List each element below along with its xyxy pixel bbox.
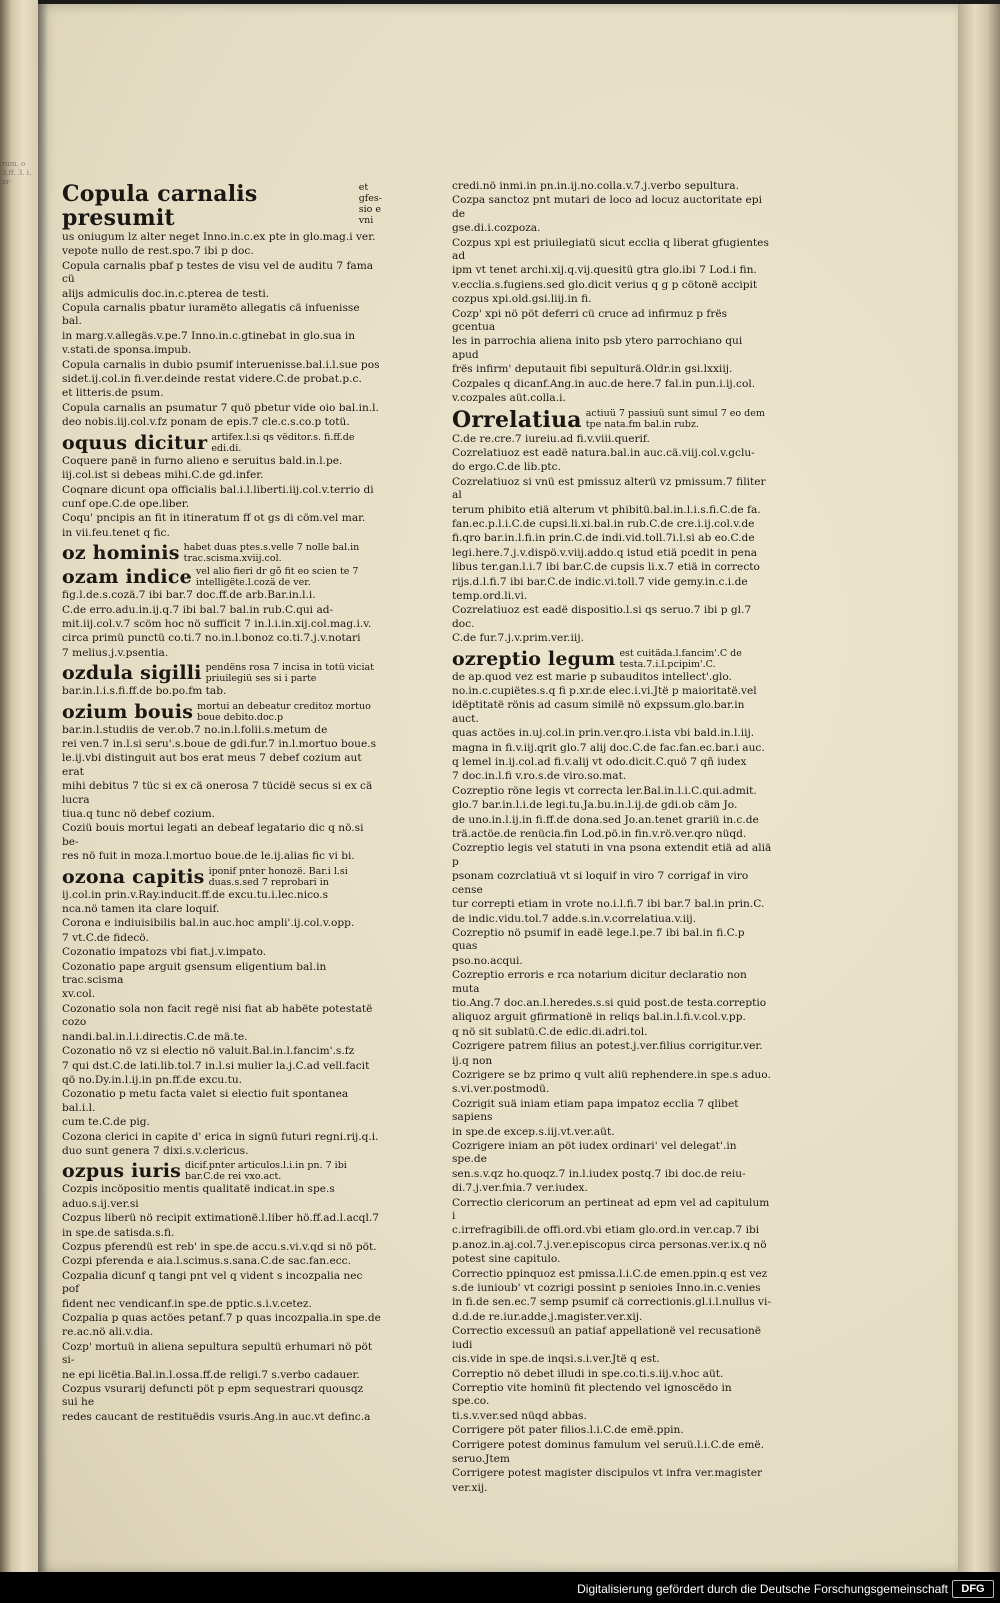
text-line: aduo.s.ij.ver.si bbox=[62, 1197, 139, 1210]
entry-heading bbox=[62, 662, 382, 684]
text-line: Coqnare dicunt opa officialis bal.i.l.liberti.iij.col.v.terrio di bbox=[62, 483, 374, 496]
text-line: bar.in.l.studiis de ver.ob.7 no.in.l.folii.s.metum de bbox=[62, 723, 328, 736]
text-line: p.anoz.in.aj.col.7.j.ver.episcopus circa personas.ver.ix.q nö bbox=[452, 1238, 767, 1251]
text-line: Correptio vite hominü fit plectendo vel ignoscëdo in spe.co. bbox=[452, 1381, 732, 1408]
text-line: Cozpis incöpositio mentis qualitatë indicat.in spe.s bbox=[62, 1183, 335, 1196]
text-line: bar.in.l.i.s.fi.ff.de bo.po.fm tab. bbox=[62, 685, 227, 698]
text-line: 7 doc.in.l.fi v.ro.s.de viro.so.mat. bbox=[452, 770, 627, 783]
text-line: libus ter.gan.l.i.7 ibi bar.C.de cupsis li.x.7 etiä in correcto bbox=[452, 561, 760, 574]
text-line: trä.actöe.de renücia.fin Lod.pö.in fin.v.rö.ver.qro nüqd. bbox=[452, 828, 747, 841]
text-line: temp.ord.li.vi. bbox=[452, 589, 528, 602]
text-line: Cozp' xpi nö pöt deferri cü cruce ad infirmuz p frës gcentua bbox=[452, 307, 728, 334]
text-line: Correctio excessuü an patiaf appellationë vel recusationë iudi bbox=[452, 1325, 762, 1351]
text-line: glo.7 bar.in.l.i.de legi.tu.Ja.bu.in.l.ij.de gdi.ob cäm Jo. bbox=[452, 799, 738, 812]
text-line: quas actöes in.uj.col.in prin.ver.qro.i.ista vbi bald.in.l.iij. bbox=[452, 727, 755, 740]
text-line: Cozona clerici in capite d' erica in signü futuri regni.rij.q.i. bbox=[62, 1130, 379, 1143]
heading-word: oz hominis bbox=[62, 542, 180, 565]
text-line: circa primü punctü co.ti.7 no.in.l.bonoz co.ti.7.j.v.notari bbox=[62, 632, 361, 645]
text-line: Cozrelatiuoz est eadë dispositio.l.si qs seruo.7 ibi p gl.7 doc. bbox=[452, 604, 752, 630]
text-line: Cozonatio sola non facit regë nisi fiat ab habëte potestatë cozo bbox=[62, 1002, 373, 1029]
text-line: fig.l.de.s.cozä.7 ibi bar.7 doc.ff.de arb.Bar.in.l.i. bbox=[62, 589, 316, 602]
entry-heading bbox=[62, 432, 382, 454]
text-line: seruo.Jtem bbox=[452, 1452, 510, 1465]
heading-word: ozreptio legum bbox=[452, 647, 616, 670]
text-line: us oniugum lz alter neget Inno.in.c.ex pte in glo.mag.i ver. bbox=[62, 231, 376, 243]
text-line: redes caucant de restituëdis vsuris.Ang.in auc.vt definc.a bbox=[62, 1410, 371, 1423]
text-line: tiua.q tunc nö debef cozium. bbox=[62, 808, 215, 820]
text-line: cum te.C.de pig. bbox=[62, 1116, 150, 1129]
text-line: ne epi licëtia.Bal.in.l.ossa.ff.de religi.7 s.verbo cadauer. bbox=[62, 1368, 360, 1381]
text-line: v.ecclia.s.fugiens.sed glo.dicit verius q g p cötonë accipit bbox=[452, 278, 758, 291]
text-line: q nö sit sublatü.C.de edic.di.adri.tol. bbox=[452, 1025, 648, 1038]
text-line: in marg.v.allegäs.v.pe.7 Inno.in.c.gtinebat in glo.sua in bbox=[62, 329, 356, 342]
text-line: tur correpti etiam in vrote no.i.l.fi.7 ibi bar.7 bal.in prin.C. bbox=[452, 898, 765, 911]
heading-word: oquus dicitur bbox=[62, 431, 208, 454]
heading-note: est cuitäda.l.fancim'.C de testa.7.i.l.pcipim'.C. bbox=[619, 647, 742, 670]
text-line: Cozonatio p metu facta valet si electio fuit spontanea bal.i.l. bbox=[62, 1088, 349, 1114]
text-line: ipm vt tenet archi.xij.q.vij.quesitü gtra glo.ibi 7 Lod.i fin. bbox=[452, 264, 757, 277]
text-line: di.7.j.ver.fnia.7 ver.iudex. bbox=[452, 1182, 588, 1195]
text-line: mihi debitus 7 tüc si ex cä onerosa 7 tücidë secus si ex cä lucra bbox=[62, 780, 373, 806]
text-line: Copula carnalis pbatur iuramëto allegatis cä infuenisse bal. bbox=[62, 302, 360, 328]
text-line: Corrigere potest dominus famulum vel seruü.l.i.C.de emë. bbox=[452, 1438, 765, 1451]
text-line: Correctio ppinquoz est pmissa.l.i.C.de emen.ppin.q est vez bbox=[452, 1267, 768, 1280]
text-line: d.d.de re.iur.adde.j.magister.ver.xij. bbox=[452, 1310, 643, 1323]
text-line: Cozreptio legis vel statuti in vna psona extendit etiä ad aliä p bbox=[452, 842, 772, 868]
text-line: Cozrigere iniam an pöt iudex ordinari' vel delegat'.in spe.de bbox=[452, 1140, 737, 1166]
entry-heading bbox=[62, 182, 382, 230]
text-line: alijs admiculis doc.in.c.ptereа de testi. bbox=[62, 287, 270, 300]
text-line: et litteris.de psum. bbox=[62, 387, 164, 400]
text-line: fi.qro bar.in.l.fi.in prin.C.de indi.vid.toll.7i.l.si ab eo.C.de bbox=[452, 532, 755, 545]
text-line: Corrigere pöt pater filios.l.i.C.de emë.ppin. bbox=[452, 1424, 684, 1437]
text-line: sidet.ij.col.in fi.ver.deinde restat videre.C.de probat.p.c. bbox=[62, 373, 362, 386]
text-line: ti.s.v.ver.sed nüqd abbas. bbox=[452, 1409, 587, 1422]
text-line: Copula carnalis pbaf p testes de visu vel de auditu 7 fama cü bbox=[62, 259, 374, 286]
text-line: les in parrochia aliena inito psb ytero parrochiano qui apud bbox=[452, 335, 743, 361]
text-line: le.ij.vbi distinguit aut bos erat meus 7 debef cozium aut erat bbox=[62, 752, 362, 778]
text-line: Cozrigere patrem filius an potest.j.ver.filius corrigitur.ver. bbox=[452, 1040, 763, 1053]
text-line: Coziü bouis mortui legati an debeaf legatario dic q nö.si be- bbox=[62, 822, 364, 848]
text-line: ij.col.in prin.v.Ray.inducit.ff.de excu.tu.i.lec.nico.s bbox=[62, 888, 329, 901]
text-line: re.ac.nö ali.v.dia. bbox=[62, 1326, 154, 1339]
heading-word: ozpus iuris bbox=[62, 1160, 182, 1183]
text-line: Cozpalia p quas actöes petanf.7 p quas incozpalia.in spe.de bbox=[62, 1312, 381, 1324]
text-line: do ergo.C.de lib.ptc. bbox=[452, 461, 561, 474]
text-line: rijs.d.l.fi.7 ibi bar.C.de indic.vi.toll.7 vide gemy.in.c.i.de bbox=[452, 575, 748, 588]
text-line: v.stati.de sponsa.impub. bbox=[62, 344, 192, 357]
book-edge-left bbox=[0, 0, 38, 1572]
heading-word: ozona capitis bbox=[62, 865, 205, 888]
heading-note: pendëns rosa 7 incisa in totü viciat priuilegiü ses si i parte bbox=[205, 662, 374, 685]
heading-note: actiuü 7 passiuü sunt simul 7 eo dem tpe nata.fm bal.in rubz. bbox=[585, 407, 765, 430]
text-line: Cozrigere se bz primo q vult aliü rephendere.in spe.s aduo. bbox=[452, 1068, 771, 1081]
text-line: psonam cozrclatiuä vt si loquif in viro 7 corrigaf in viro cense bbox=[452, 870, 749, 896]
text-line: credi.nö inmi.in pn.in.ij.no.colla.v.7.j.verbo sepultura. bbox=[452, 180, 739, 192]
text-line: mit.iij.col.v.7 scöm hoc nö sufficit 7 in.l.i.in.xij.col.mag.i.v. bbox=[62, 617, 372, 630]
text-line: rei ven.7 in.l.si seru'.s.boue de gdi.fur.7 in.l.mortuo boue.s bbox=[62, 737, 377, 750]
text-line: Cozrelatiuoz si vnü est pmissuz alterü vz pmissum.7 filiter al bbox=[452, 475, 766, 502]
heading-note: iponif pnter honozë. Bar.i l.si duas.s.sed 7 reprobari in bbox=[208, 865, 348, 888]
text-line: deo nobis.iij.col.v.fz ponam de epis.7 cle.c.s.co.p totü. bbox=[62, 416, 350, 429]
text-line: Cozreptio nö psumif in eadë lege.l.pe.7 ibi bal.in fi.C.p quas bbox=[452, 926, 745, 953]
entry-heading bbox=[62, 566, 382, 588]
text-line: cunf ope.C.de ope.liber. bbox=[62, 497, 190, 510]
text-line: de uno.in.l.ij.in fi.ff.de dona.sed Jo.an.tenet grariü in.c.de bbox=[452, 813, 759, 826]
text-line: fan.ec.p.l.i.C.de cupsi.li.xi.bal.in rub.C.de cre.i.ij.col.v.de bbox=[452, 517, 755, 530]
heading-word: ozdula sigilli bbox=[62, 662, 202, 685]
entry-heading bbox=[62, 866, 382, 888]
text-line: 7 vt.C.de fidecö. bbox=[62, 931, 149, 944]
footer-credit: Digitalisierung gefördert durch die Deutsche Forschungsgemeinschaft bbox=[577, 1582, 948, 1596]
text-line: Cozreptio erroris e rca notarium dicitur declaratio non muta bbox=[452, 969, 747, 995]
text-line: qö no.Dy.in.l.ij.in pn.ff.de excu.tu. bbox=[62, 1073, 243, 1086]
right-column bbox=[452, 180, 772, 1496]
text-line: Coqu' pncipis an fit in itineratum ff ot gs di cöm.vel mar. bbox=[62, 512, 366, 525]
heading-note: artifex.l.si qs vëditor.s. fi.ff.de edi.di. bbox=[211, 431, 355, 454]
text-line: Cozrigit suä iniam etiam papa impatoz ecclia 7 qlibet sapiens bbox=[452, 1097, 739, 1124]
footer-bar bbox=[0, 1572, 1000, 1603]
entry-heading bbox=[452, 408, 772, 432]
text-line: idëptitatë rönis ad casum similë nö expssum.glo.bar.in auct. bbox=[452, 699, 745, 725]
text-line: Correctio clericorum an pertineat ad epm vel ad capitulum i bbox=[452, 1196, 770, 1223]
text-line: tio.Ang.7 doc.an.l.heredes.s.si quid post.de testa.correptio bbox=[452, 996, 767, 1009]
heading-note: vel alio fieri dr gõ fit eo scien te 7 intelligëte.l.cozä de ver. bbox=[195, 566, 359, 589]
text-line: Cozpi pferenda e aia.l.scimus.s.sana.C.de sac.fan.ecc. bbox=[62, 1255, 351, 1268]
text-line: terum phibito etiä alterum vt phibitü.bal.in.l.i.s.fi.C.de fa. bbox=[452, 503, 761, 516]
text-line: Cozpa sanctoz pnt mutari de loco ad locuz auctoritate epi de bbox=[452, 194, 762, 220]
entry-heading bbox=[452, 648, 772, 670]
text-line: Correptio nö debet illudi in spe.co.ti.s.iij.v.hoc aüt. bbox=[452, 1367, 724, 1380]
entry-heading bbox=[62, 701, 382, 723]
text-line: cozpus xpi.old.gsi.liij.in fi. bbox=[452, 293, 592, 306]
text-line: Cozpales q dicanf.Ang.in auc.de here.7 fal.in pun.i.ij.col. bbox=[452, 377, 756, 390]
text-line: aliquoz arguit gfirmationë in reliqs bal.in.l.fi.v.col.v.pp. bbox=[452, 1011, 746, 1024]
text-line: potest sine capitulo. bbox=[452, 1253, 561, 1266]
text-line: pso.no.acqui. bbox=[452, 954, 523, 967]
page-gutter-shadow bbox=[38, 4, 48, 1572]
text-line: frës infirm' deputauit fibi sepulturä.Oldr.in gsi.lxxiij. bbox=[452, 363, 733, 376]
text-line: Cozonatio impatozs vbi fiat.j.v.impato. bbox=[62, 946, 267, 959]
text-line: gse.di.i.cozpoza. bbox=[452, 222, 541, 235]
text-line: Corona e indiuisibilis bal.in auc.hoc ampli'.ij.col.v.opp. bbox=[62, 917, 355, 930]
text-line: Cozpus liberü nö recipit extimationë.l.liber hö.ff.ad.l.acql.7 bbox=[62, 1212, 379, 1225]
text-line: ver.xij. bbox=[452, 1481, 488, 1494]
text-line: Cozreptio röne legis vt correcta ler.Bal.in.l.i.C.qui.admit. bbox=[452, 784, 757, 797]
text-line: C.de fur.7.j.v.prim.ver.iij. bbox=[452, 632, 584, 645]
text-line: Copula carnalis an psumatur 7 quö pbetur vide oio bal.in.l. bbox=[62, 401, 379, 414]
text-line: Corrigere potest magister discipulos vt infra ver.magister bbox=[452, 1467, 763, 1480]
text-line: nca.nö tamen ita clare loquif. bbox=[62, 903, 220, 916]
dfg-logo: DFG bbox=[952, 1580, 994, 1598]
text-line: c.irrefragibili.de offi.ord.vbi etiam glo.ord.in ver.cap.7 ibi bbox=[452, 1224, 760, 1237]
text-line: Copula carnalis in dubio psumif interuenisse.bal.i.l.sue pos bbox=[62, 358, 380, 371]
text-line: ij.q non bbox=[452, 1054, 493, 1067]
text-line: vepote nullo de rest.spo.7 ibi p doc. bbox=[62, 245, 254, 258]
text-line: 7 qui dst.C.de lati.lib.tol.7 in.l.si mulier la.j.C.ad vell.facit bbox=[62, 1059, 370, 1072]
text-line: Cozonatio nö vz si electio nö valuit.Bal.in.l.fancim'.s.fz bbox=[62, 1045, 355, 1058]
text-line: cis.vide in spe.de inqsi.s.i.ver.Jtë q est. bbox=[452, 1353, 660, 1366]
text-line: q lemel in.ij.col.ad fi.v.alij vt odo.dicit.C.quö 7 qñ iudex bbox=[452, 756, 747, 769]
left-column bbox=[62, 180, 382, 1425]
text-line: de indic.vidu.tol.7 adde.s.in.v.correlatiua.v.iij. bbox=[452, 912, 697, 925]
heading-word: ozam indice bbox=[62, 566, 192, 589]
text-line: in spe.de satisda.s.fi. bbox=[62, 1226, 175, 1239]
heading-note: et gfes- sio e vni bbox=[358, 182, 383, 226]
text-line: res nö fuit in moza.l.mortuo boue.de le.ij.alias fic vi bi. bbox=[62, 850, 355, 863]
entry-heading bbox=[62, 1160, 382, 1182]
text-line: Cozpus xpi est priuilegiatü sicut ecclia q liberat gfugientes ad bbox=[452, 236, 769, 263]
text-line: iij.col.ist si debeas mihi.C.de gd.infer. bbox=[62, 469, 264, 482]
text-line: sen.s.v.qz ho.quoqz.7 in.l.iudex postq.7 ibi doc.de reiu- bbox=[452, 1167, 746, 1180]
text-line: C.de erro.adu.in.ij.q.7 ibi bal.7 bal.in rub.C.qui ad- bbox=[62, 603, 334, 616]
text-line: Cozrelatiuoz est eadë natura.bal.in auc.cä.viij.col.v.gclu- bbox=[452, 446, 755, 459]
text-line: in fi.de sen.ec.7 semp psumif cä correctionis.gl.i.l.nullus vi- bbox=[452, 1296, 772, 1309]
text-line: Cozpalia dicunf q tangi pnt vel q vident s incozpalia nec pof bbox=[62, 1269, 363, 1296]
text-line: xv.col. bbox=[62, 988, 96, 1001]
text-line: in spe.de excep.s.iij.vt.ver.aüt. bbox=[452, 1125, 615, 1138]
text-line: s.vi.ver.postmodü. bbox=[452, 1083, 550, 1096]
text-line: s.de iunioub' vt cozrigi possint p senioies Inno.in.c.venies bbox=[452, 1282, 761, 1295]
book-edge-right bbox=[958, 4, 1000, 1572]
text-line: Cozp' mortuü in aliena sepultura sepultü erhumari nö pöt si- bbox=[62, 1340, 373, 1367]
heading-word: ozium bouis bbox=[62, 700, 194, 723]
entry-heading bbox=[62, 542, 382, 564]
edge-text: rum. o 3.ff. 3. i. ar- bbox=[2, 160, 32, 186]
text-line: 7 melius.j.v.psentia. bbox=[62, 646, 169, 659]
text-line: Cozpus pferendü est reb' in spe.de accu.s.vi.v.qd si nö pöt. bbox=[62, 1240, 377, 1253]
heading-note: habet duas ptes.s.velle 7 nolle bal.in trac.scisma.xviij.col. bbox=[183, 542, 360, 565]
heading-word: Copula carnalis presumit bbox=[62, 181, 258, 231]
text-line: duo sunt genera 7 dixi.s.v.clericus. bbox=[62, 1144, 249, 1157]
text-line: legi.here.7.j.v.dispö.v.viij.addo.q istud etiä pcedit in pena bbox=[452, 546, 758, 559]
text-line: Coquere panë in furno alieno e seruitus bald.in.l.pe. bbox=[62, 454, 343, 467]
heading-word: Orrelatiua bbox=[452, 406, 582, 433]
text-line: magna in fi.v.iij.qrit glo.7 alij doc.C.de fac.fan.ec.bar.i auc. bbox=[452, 741, 765, 754]
text-line: no.in.c.cupiëtes.s.q fi p.xr.de elec.i.vi.Jtë p maioritatë.vel bbox=[452, 685, 757, 697]
text-line: Cozpus vsurarij defuncti pöt p epm sequestrari quousqz sui he bbox=[62, 1383, 364, 1409]
text-line: de ap.quod vez est marie p subauditos intellect'.glo. bbox=[452, 670, 732, 683]
heading-note: dicif.pnter articulos.l.i.in pn. 7 ibi bar.C.de rei vxo.act. bbox=[185, 1160, 347, 1183]
text-line: nandi.bal.in.l.i.directis.C.de mä.te. bbox=[62, 1030, 248, 1043]
heading-note: mortui an debeatur creditoz mortuo boue debito.doc.p bbox=[197, 700, 371, 723]
text-line: Cozonatio pape arguit gsensum eligentium bal.in trac.scisma bbox=[62, 960, 327, 987]
text-line: fident nec vendicanf.in spe.de pptic.s.i.v.cetez. bbox=[62, 1297, 312, 1310]
text-line: v.cozpales aüt.colla.i. bbox=[452, 392, 566, 405]
text-line: C.de re.cre.7 iureiu.ad fi.v.viii.querif. bbox=[452, 432, 650, 445]
text-line: in vii.feu.tenet q fic. bbox=[62, 526, 170, 539]
